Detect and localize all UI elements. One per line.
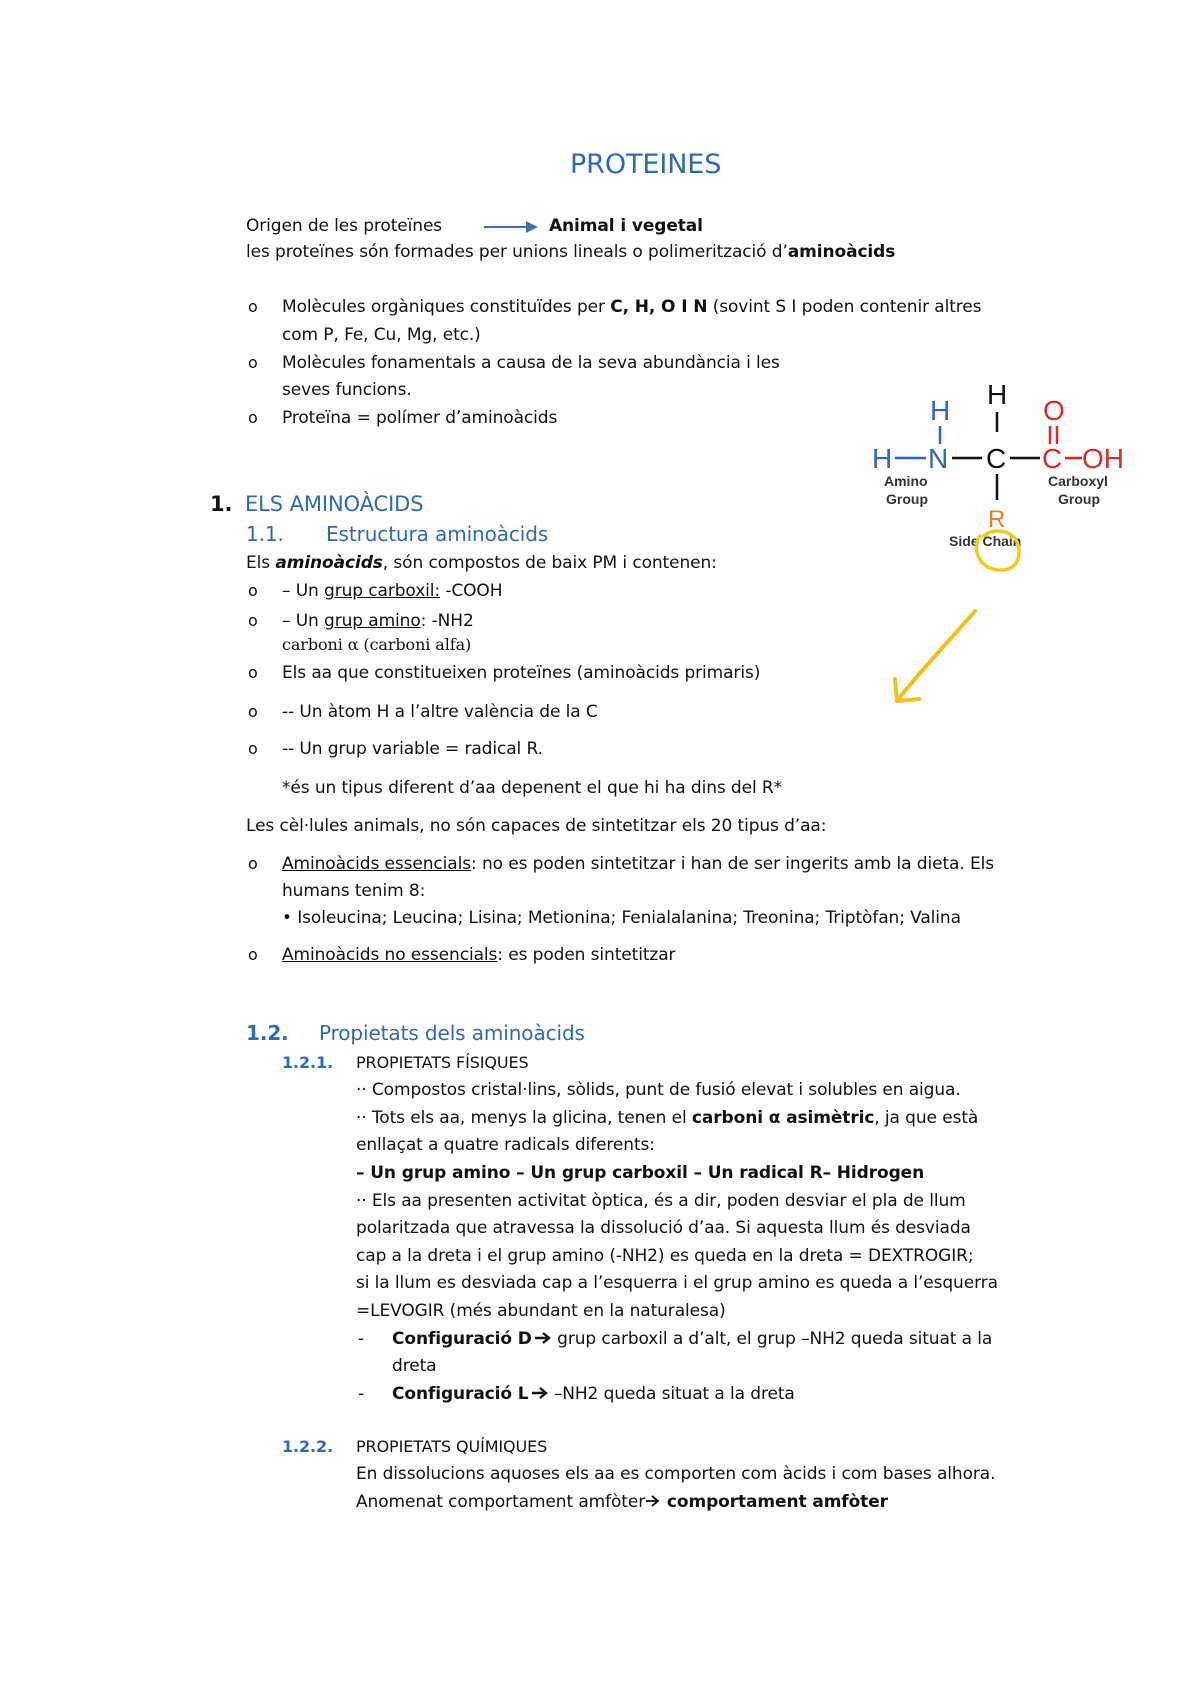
dash-marker: -	[358, 1329, 365, 1349]
list-item: Molècules fonamentals a causa de la seva abundància i les	[282, 353, 780, 373]
arrow-right-icon	[645, 1494, 661, 1508]
paragraph-bold: – Un grup amino – Un grup carboxil – Un radical R– Hidrogen	[356, 1163, 925, 1183]
subsection-number: 1.1.	[246, 522, 284, 546]
paragraph: ·· Compostos cristal·lins, sòlids, punt de fusió elevat i solubles en aigua.	[356, 1080, 961, 1100]
bullet-marker: o	[248, 854, 258, 873]
paragraph: si la llum es desviada cap a l’esquerra i el grup amino es queda a l’esquerra	[356, 1273, 998, 1293]
list-item: Els aa que constitueixen proteïnes (aminoàcids primaris)	[282, 663, 761, 683]
subsubsection-heading: PROPIETATS FÍSIQUES	[356, 1053, 529, 1072]
essential-list: • Isoleucina; Leucina; Lisina; Metionina; Fenialalanina; Treonina; Triptòfan; Valina	[282, 908, 961, 928]
subsubsection-heading: PROPIETATS QUÍMIQUES	[356, 1437, 548, 1456]
subsubsection-number: 1.2.1.	[282, 1053, 334, 1072]
list-item: Proteïna = polímer d’aminoàcids	[282, 408, 558, 428]
subsection-heading: Estructura aminoàcids	[326, 522, 549, 546]
list-item-cont: humans tenim 8:	[282, 881, 426, 901]
origin-label: Origen de les proteïnes	[246, 216, 443, 236]
paragraph: enllaçat a quatre radicals diferents:	[356, 1135, 655, 1155]
intro-line: les proteïnes són formades per unions lineals o polimerització d’aminoàcids	[246, 242, 896, 262]
bullet-marker: o	[248, 702, 258, 721]
list-item: – Un grup carboxil: -COOH	[282, 581, 503, 601]
list-item: Configuració D grup carboxil a d’alt, el grup –NH2 queda situat a la	[392, 1329, 993, 1349]
diagram-c-alpha: C	[986, 443, 1007, 474]
arrow-right-icon	[534, 1331, 552, 1345]
paragraph: Anomenat comportament amfòter comportament amfòter	[356, 1492, 888, 1512]
bullet-marker: o	[248, 408, 258, 427]
subsection-number: 1.2.	[246, 1021, 289, 1045]
list-item: – Un grup amino: -NH2	[282, 611, 474, 631]
diagram-amino-label-2: Group	[886, 491, 928, 507]
list-item: Aminoàcids no essencials: es poden sintetitzar	[282, 945, 676, 965]
bullet-marker: o	[248, 663, 258, 682]
list-item: seves funcions.	[282, 380, 412, 400]
diagram-c-carboxyl: C	[1042, 443, 1063, 474]
diagram-side-chain: Side Chain	[949, 533, 1022, 549]
diagram-oh: OH	[1082, 443, 1124, 474]
list-item-sub: carboni α (carboni alfa)	[282, 635, 472, 654]
list-item: -- Un grup variable = radical R.	[282, 739, 543, 759]
diagram-amino-label: Amino	[884, 473, 928, 489]
bullet-marker: o	[248, 297, 258, 316]
paragraph: =LEVOGIR (més abundant en la naturalesa)	[356, 1301, 726, 1321]
paragraph: Les cèl·lules animals, no són capaces de sintetitzar els 20 tipus d’aa:	[246, 816, 827, 836]
note: *és un tipus diferent d’aa depenent el que hi ha dins del R*	[282, 778, 783, 798]
section-number: 1.	[210, 492, 233, 516]
diagram-h-top: H	[987, 379, 1008, 410]
diagram-o: O	[1043, 395, 1065, 426]
diagram-carboxyl-label-2: Group	[1058, 491, 1100, 507]
paragraph: polaritzada que atravessa la dissolució d’aa. Si aquesta llum és desviada	[356, 1218, 971, 1238]
list-item: Aminoàcids essencials: no es poden sintetitzar i han de ser ingerits amb la dieta. Els	[282, 854, 994, 874]
bullet-marker: o	[248, 353, 258, 372]
hand-drawn-arrow-icon	[885, 605, 995, 715]
paragraph: En dissolucions aquoses els aa es comporten com àcids i com bases alhora.	[356, 1464, 996, 1484]
dash-marker: -	[358, 1384, 365, 1404]
subsection-heading: Propietats dels aminoàcids	[319, 1021, 585, 1045]
origin-value: Animal i vegetal	[549, 216, 703, 236]
arrow-right-icon	[484, 219, 540, 235]
paragraph: ·· Tots els aa, menys la glicina, tenen el carboni α asimètric, ja que està	[356, 1108, 979, 1128]
bullet-marker: o	[248, 611, 258, 630]
paragraph: cap a la dreta i el grup amino (-NH2) es queda en la dreta = DEXTROGIR;	[356, 1246, 974, 1266]
paragraph: ·· Els aa presenten activitat òptica, és a dir, poden desviar el pla de llum	[356, 1191, 966, 1211]
paragraph: Els aminoàcids, són compostos de baix PM i contenen:	[246, 553, 717, 573]
diagram-h-left: H	[872, 443, 893, 474]
diagram-n: N	[928, 443, 949, 474]
list-item: -- Un àtom H a l’altre valència de la C	[282, 702, 598, 722]
subsubsection-number: 1.2.2.	[282, 1437, 334, 1456]
diagram-h-amino: H	[930, 395, 951, 426]
bullet-marker: o	[248, 945, 258, 964]
diagram-r: R	[988, 506, 1006, 533]
arrow-right-icon	[531, 1386, 549, 1400]
list-item: com P, Fe, Cu, Mg, etc.)	[282, 325, 481, 345]
list-item: Molècules orgàniques constituïdes per C, H, O I N (sovint S I poden contenir altres	[282, 297, 982, 317]
page-title: PROTEINES	[570, 149, 722, 180]
list-item: Configuració L –NH2 queda situat a la dreta	[392, 1384, 795, 1404]
bullet-marker: o	[248, 739, 258, 758]
diagram-carboxyl-label: Carboxyl	[1048, 473, 1108, 489]
list-item-cont: dreta	[392, 1356, 437, 1376]
bullet-marker: o	[248, 581, 258, 600]
section-heading: ELS AMINOÀCIDS	[245, 492, 424, 516]
